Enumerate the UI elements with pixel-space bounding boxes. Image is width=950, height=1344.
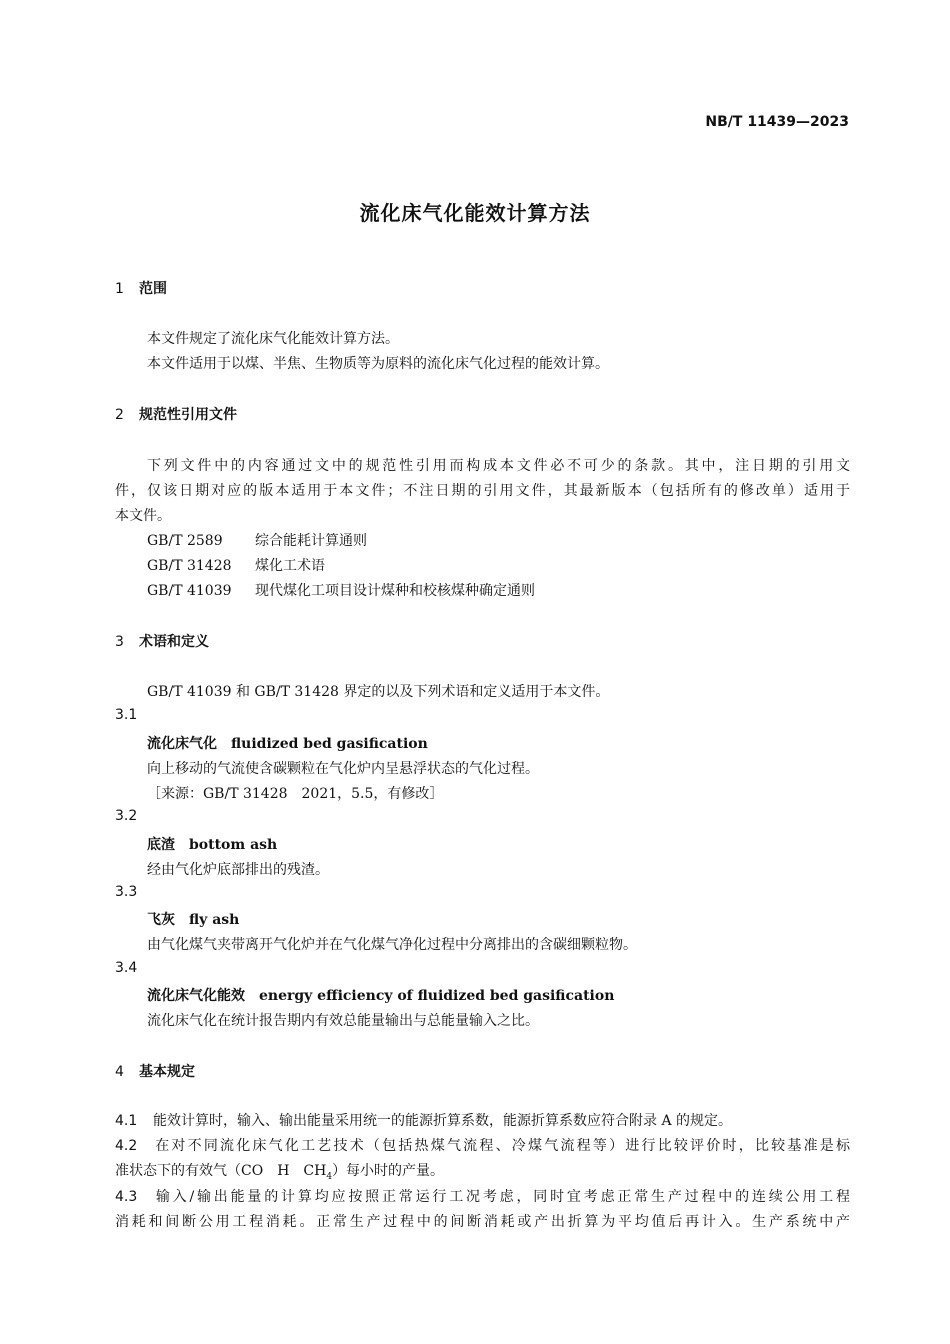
section-heading-terms [115,631,209,651]
clause-4-2-line-1 [115,1135,850,1155]
clause-4-2-line-2 [115,1160,444,1182]
term-number: 3.4 [115,960,138,976]
clause-4-1 [115,1110,732,1130]
term-definition: 向上移动的气流使含碳颗粒在气化炉内呈悬浮状态的气化过程。 [147,761,539,777]
reference-name: 现代煤化工项目设计煤种和校核煤种确定通则 [255,583,535,599]
paragraph: GB/T 41039 和 GB/T 31428 界定的以及下列术语和定义适用于本文件。 [147,684,610,700]
section-number: 3 [115,634,124,650]
reference-item [147,530,367,550]
section-heading-scope [115,278,167,298]
term-chinese: 流化床气化能效 [147,988,245,1004]
reference-code: GB/T 41039 [147,583,232,599]
term-definition: 经由气化炉底部排出的残渣。 [147,862,329,878]
reference-code: GB/T 31428 [147,558,232,574]
term-source: ［来源：GB/T 31428 2021，5.5，有修改］ [147,786,444,802]
term-number: 3.2 [115,808,138,824]
clause-number: 4.2 [115,1138,138,1154]
section-title: 范围 [139,281,167,297]
section-number: 4 [115,1064,124,1080]
term-number: 3.3 [115,884,138,900]
clause-text: 在对不同流化床气化工艺技术（包括热煤气流程、冷煤气流程等）进行比较评价时，比较基准是标 [153,1138,850,1154]
section-heading-basic-provisions [115,1061,195,1081]
term-chinese: 底渣 [147,837,175,853]
subscript: 4 [326,1171,333,1182]
reference-item [147,555,325,575]
term-english: fly ash [189,912,240,928]
term-entry [147,985,614,1005]
term-entry [147,834,277,854]
reference-item [147,580,535,600]
section-heading-normative-references [115,404,237,424]
clause-text: 输入/输出能量的计算均应按照正常运行工况考虑，同时宜考虑正常生产过程中的连续公用工程 [153,1189,850,1205]
section-title: 术语和定义 [139,634,209,650]
term-number: 3.1 [115,707,138,723]
section-title: 基本规定 [139,1064,195,1080]
paragraph: 本文件规定了流化床气化能效计算方法。 [147,331,399,347]
clause-text: 能效计算时，输入、输出能量采用统一的能源折算系数，能源折算系数应符合附录 A 的规定。 [153,1113,733,1129]
term-english: fluidized bed gasification [231,736,428,752]
term-chinese: 流化床气化 [147,736,217,752]
section-title: 规范性引用文件 [139,407,237,423]
clause-number: 4.1 [115,1113,138,1129]
term-english: bottom ash [189,837,278,853]
term-entry [147,909,239,929]
document-title: 流化床气化能效计算方法 [359,201,591,225]
section-number: 2 [115,407,124,423]
clause-text: ）每小时的产量。 [332,1163,445,1179]
term-chinese: 飞灰 [147,912,175,928]
reference-name: 煤化工术语 [255,558,325,574]
clause-4-3-line-1 [115,1186,850,1206]
term-definition: 流化床气化在统计报告期内有效总能量输出与总能量输入之比。 [147,1013,539,1029]
paragraph-line: 下列文件中的内容通过文中的规范性引用而构成本文件必不可少的条款。其中，注日期的引用文 [147,458,850,474]
paragraph: 本文件适用于以煤、半焦、生物质等为原料的流化床气化过程的能效计算。 [147,356,609,372]
clause-number: 4.3 [115,1189,138,1205]
term-definition: 由气化煤气夹带离开气化炉并在气化煤气净化过程中分离排出的含碳细颗粒物。 [147,937,637,953]
paragraph-line: 件，仅该日期对应的版本适用于本文件；不注日期的引用文件，其最新版本（包括所有的修改单）适用于 [115,483,850,499]
clause-4-3-line-2: 消耗和间断公用工程消耗。正常生产过程中的间断消耗或产出折算为平均值后再计入。生产系统中产 [115,1214,850,1230]
term-entry [147,733,428,753]
paragraph-line: 本文件。 [115,508,171,524]
standard-number: NB/T 11439—2023 [705,114,849,130]
reference-name: 综合能耗计算通则 [255,533,367,549]
term-english: energy efficiency of fluidized bed gasification [259,988,615,1004]
reference-code: GB/T 2589 [147,533,223,549]
clause-text: 准状态下的有效气（CO H CH [115,1163,327,1179]
section-number: 1 [115,281,124,297]
